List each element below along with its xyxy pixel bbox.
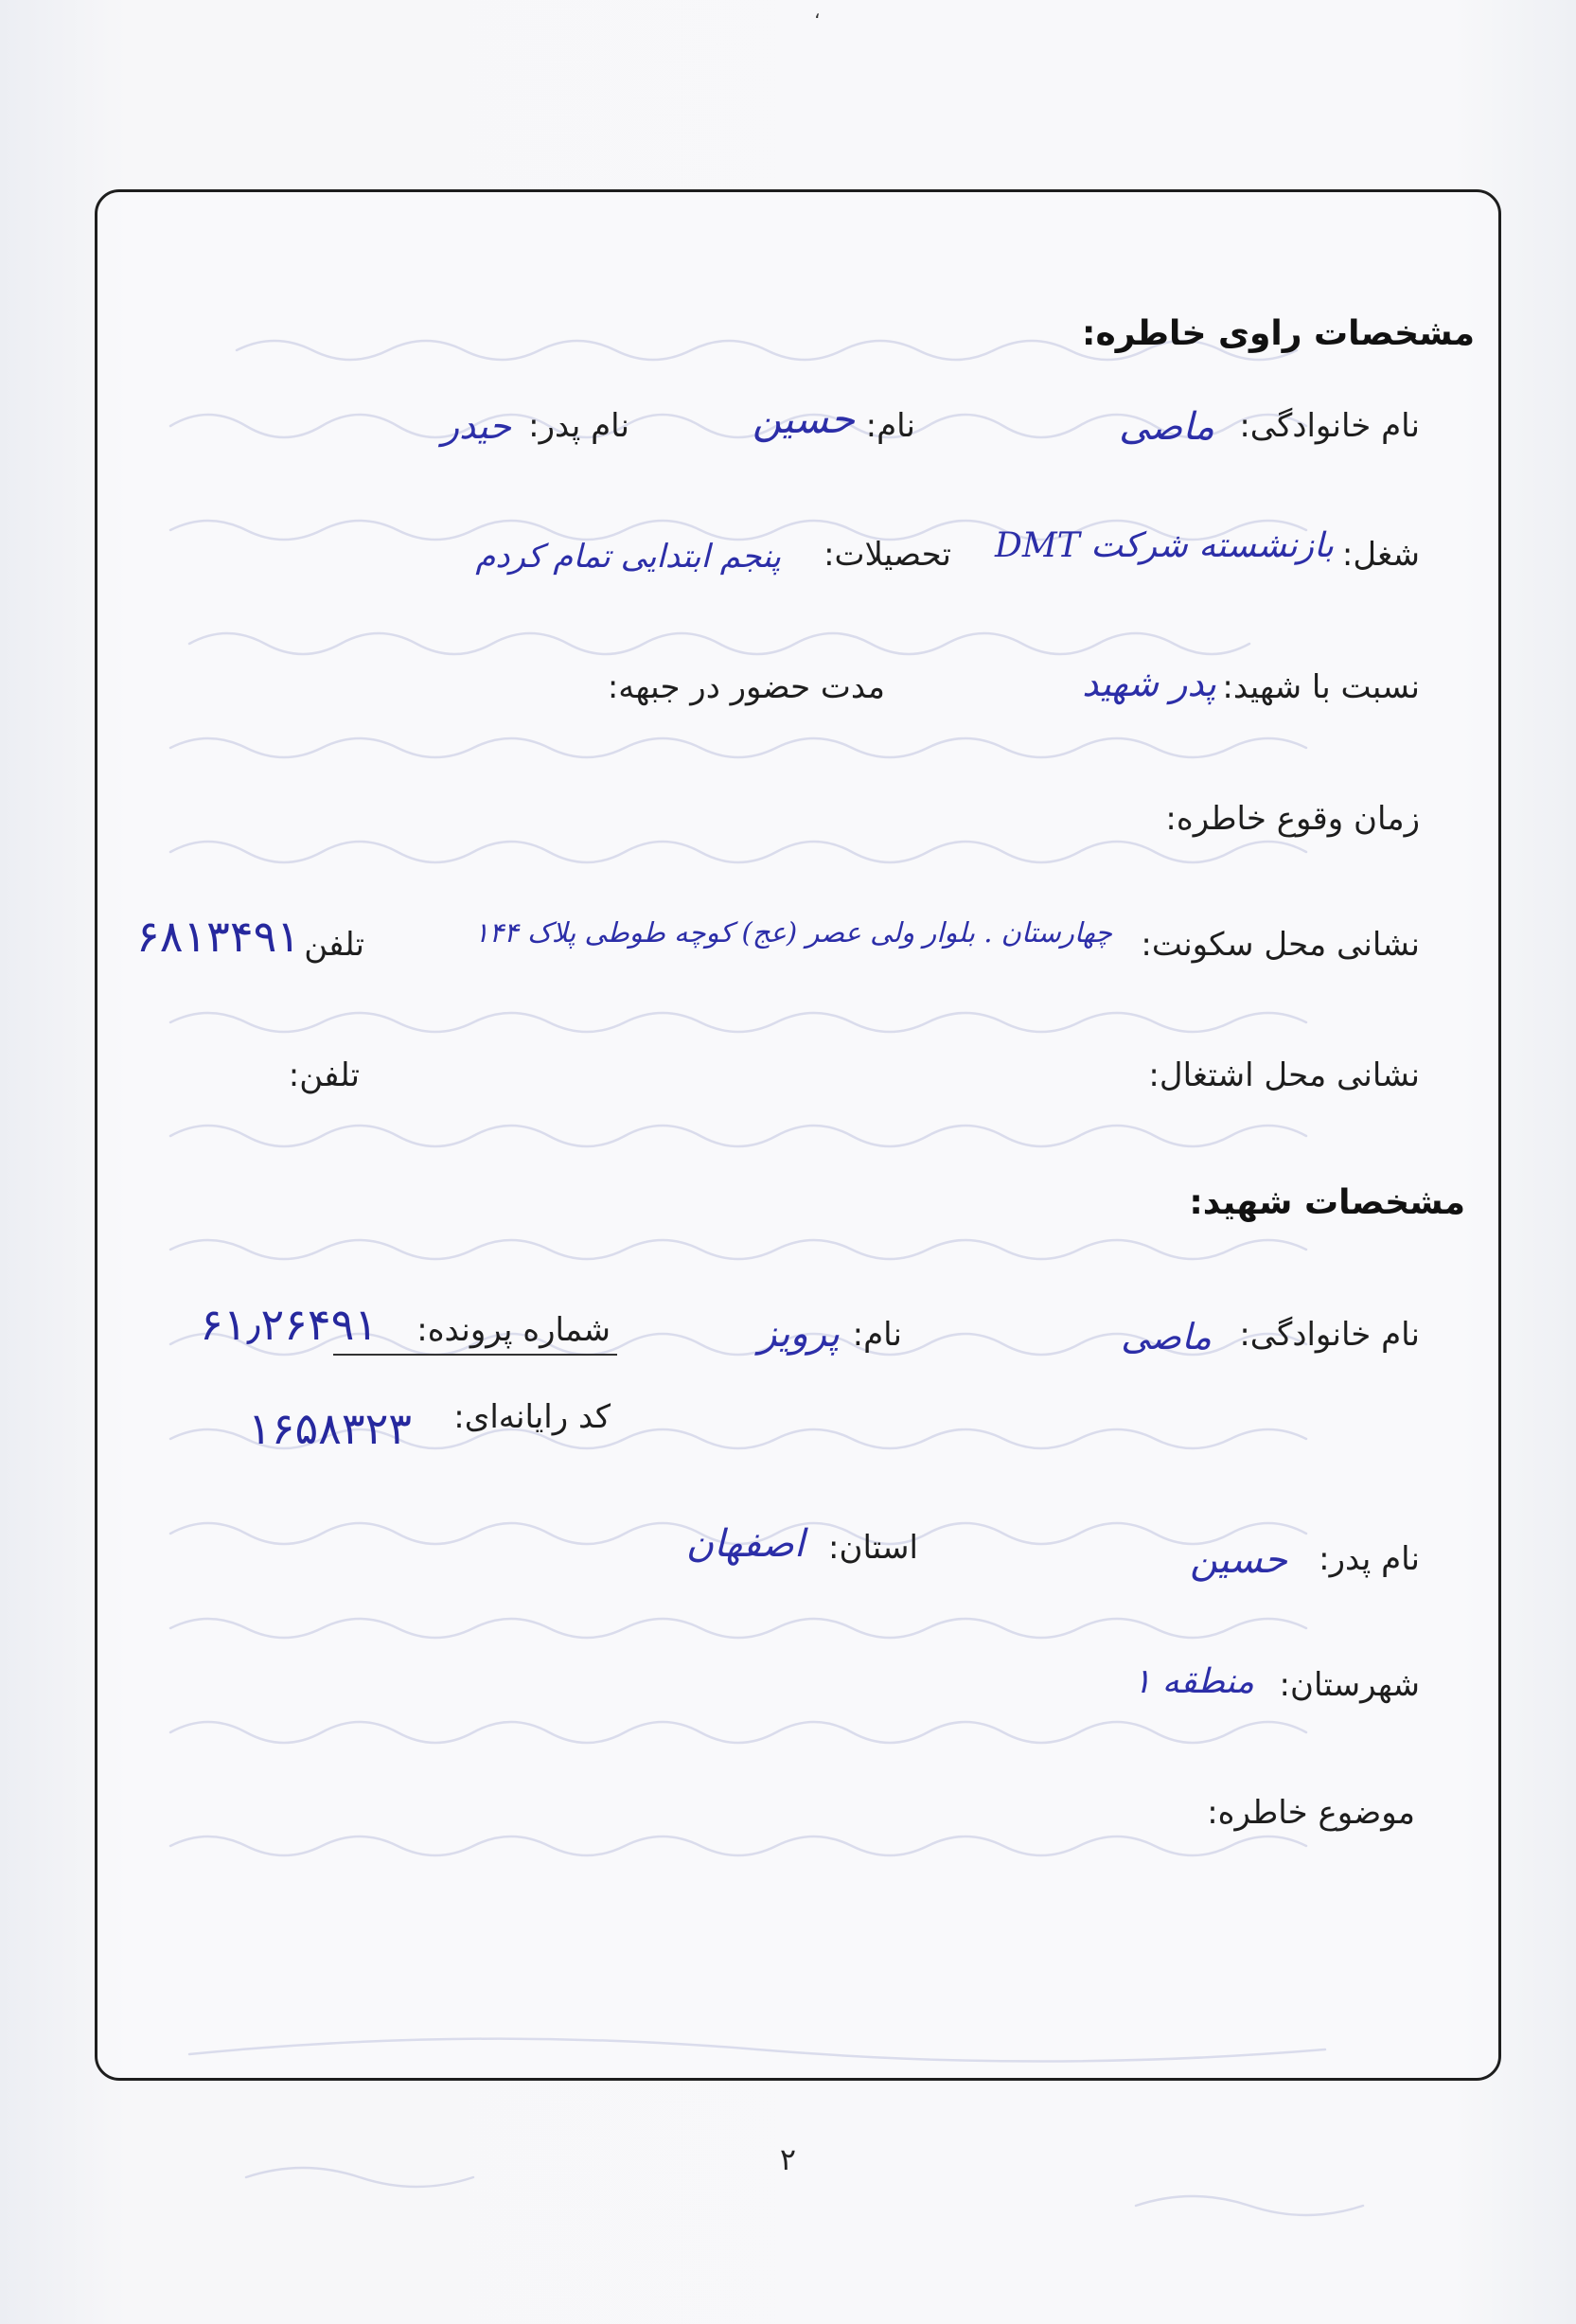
martyr-first-name-value: پرویز [758, 1312, 840, 1356]
narrator-father-name-label: نام پدر: [528, 407, 629, 445]
narrator-home-address-value: چهارستان . بلوار ولی عصر (عج) کوچه طوطی پلاک ۱۴۴ [474, 916, 1112, 949]
narrator-front-duration-label: مدت حضور در جبهه: [607, 668, 885, 706]
narrator-home-phone-value: ۶۸۱۳۴۹۱ [136, 911, 300, 962]
martyr-county-value: منطقه ۱ [1133, 1662, 1254, 1701]
martyr-family-name-label: نام خانوادگی: [1239, 1316, 1420, 1354]
narrator-job-label: شغل: [1341, 536, 1420, 574]
narrator-memory-time-label: زمان وقوع خاطره: [1165, 800, 1420, 838]
narrator-education-value: پنجم ابتدایی تمام کردم [475, 538, 781, 576]
martyr-first-name-label: نام: [852, 1316, 902, 1354]
martyr-father-name-value: حسین [1190, 1538, 1287, 1582]
martyr-section-heading: مشخصات شهید: [1189, 1183, 1465, 1222]
file-number-underline [333, 1354, 617, 1356]
martyr-computer-code-label: کد رایانه‌ای: [453, 1398, 611, 1436]
narrator-section-heading: مشخصات راوی خاطره: [1082, 314, 1475, 353]
martyr-memory-subject-label: موضوع خاطره: [1207, 1794, 1415, 1832]
narrator-education-label: تحصیلات: [823, 536, 951, 574]
narrator-relation-value: پدر شهید [1082, 663, 1216, 704]
martyr-province-label: استان: [828, 1529, 918, 1567]
top-mark: ، [814, 0, 821, 23]
page-number: ۲ [779, 2141, 797, 2177]
narrator-home-phone-label: تلفن [304, 926, 364, 964]
narrator-family-name-label: نام خانوادگی: [1239, 407, 1420, 445]
martyr-file-number-value: ۶۱٫۲۶۴۹۱ [200, 1299, 378, 1350]
narrator-father-name-value: حیدر [441, 405, 511, 447]
narrator-job-value: بازنشسته شرکت DMT [995, 526, 1334, 565]
martyr-computer-code-value: ۱۶۵۸۳۲۳ [248, 1403, 412, 1454]
narrator-first-name-label: نام: [865, 407, 915, 445]
narrator-first-name-value: حسین [752, 396, 855, 442]
narrator-home-address-label: نشانی محل سکونت: [1141, 926, 1420, 964]
martyr-county-label: شهرستان: [1279, 1666, 1420, 1704]
martyr-father-name-label: نام پدر: [1319, 1540, 1420, 1578]
martyr-file-number-label: شماره پرونده: [416, 1311, 611, 1349]
narrator-family-name-value: ماصی [1119, 405, 1214, 449]
narrator-relation-label: نسبت با شهید: [1222, 668, 1420, 706]
narrator-work-phone-label: تلفن: [288, 1056, 360, 1094]
martyr-family-name-value: ماصی [1121, 1316, 1212, 1357]
martyr-province-value: اصفهان [685, 1522, 805, 1566]
narrator-work-address-label: نشانی محل اشتغال: [1148, 1056, 1420, 1094]
